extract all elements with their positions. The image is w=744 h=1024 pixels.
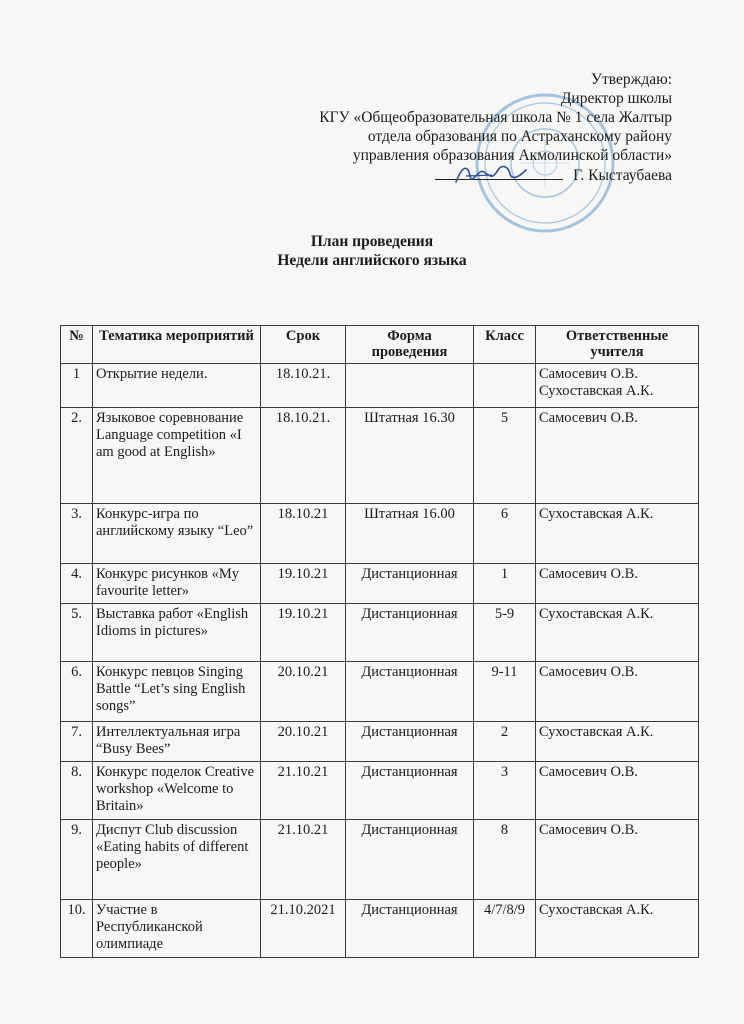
cell-form: Дистанционная <box>346 564 474 604</box>
cell-class: 2 <box>474 722 536 762</box>
cell-date: 21.10.21 <box>261 820 346 900</box>
cell-topic: Конкурс певцов Singing Battle “Let’s sing English songs” <box>93 662 261 722</box>
header-num: № <box>61 326 93 364</box>
cell-teachers: Самосевич О.В. <box>536 408 699 504</box>
cell-num: 2. <box>61 408 93 504</box>
table-row <box>61 564 699 604</box>
table-row <box>61 604 699 662</box>
cell-num: 10. <box>61 900 93 958</box>
cell-num: 1 <box>61 364 93 408</box>
cell-teachers: Самосевич О.В. <box>536 820 699 900</box>
cell-date: 20.10.21 <box>261 662 346 722</box>
title-line: Недели английского языка <box>277 252 467 269</box>
cell-teachers: Самосевич О.В. <box>536 662 699 722</box>
header-class: Класс <box>474 326 536 364</box>
cell-class: 1 <box>474 564 536 604</box>
header-form: Форма проведения <box>346 326 474 364</box>
cell-form: Дистанционная <box>346 662 474 722</box>
table-row <box>61 820 699 900</box>
cell-class: 8 <box>474 820 536 900</box>
handwritten-signature <box>452 160 532 190</box>
table-row <box>61 722 699 762</box>
cell-date: 18.10.21. <box>261 364 346 408</box>
header-topic: Тематика мероприятий <box>93 326 261 364</box>
document-title <box>0 232 744 270</box>
approval-line: отдела образования по Астраханскому району <box>367 128 672 145</box>
table-header-row <box>61 326 699 364</box>
cell-form: Дистанционная <box>346 900 474 958</box>
cell-class <box>474 364 536 408</box>
cell-teachers: Сухоставская А.К. <box>536 604 699 662</box>
table-row <box>61 408 699 504</box>
cell-num: 7. <box>61 722 93 762</box>
cell-num: 3. <box>61 504 93 564</box>
cell-date: 18.10.21 <box>261 504 346 564</box>
cell-topic: Диспут Club discussion «Eating habits of different people» <box>93 820 261 900</box>
cell-num: 8. <box>61 762 93 820</box>
cell-teachers: Самосевич О.В. <box>536 762 699 820</box>
cell-topic: Выставка работ «English Idioms in pictures» <box>93 604 261 662</box>
approval-line: управления образования Акмолинской области» <box>352 147 672 164</box>
header-teachers: Ответственные учителя <box>536 326 699 364</box>
approval-line: Утверждаю: <box>591 71 672 88</box>
cell-form: Дистанционная <box>346 762 474 820</box>
cell-teachers: Самосевич О.В. Сухоставская А.К. <box>536 364 699 408</box>
cell-class: 3 <box>474 762 536 820</box>
cell-topic: Участие в Республиканской олимпиаде <box>93 900 261 958</box>
cell-date: 21.10.2021 <box>261 900 346 958</box>
cell-form: Дистанционная <box>346 722 474 762</box>
events-table <box>60 325 699 958</box>
cell-form: Дистанционная <box>346 820 474 900</box>
cell-date: 19.10.21 <box>261 604 346 662</box>
cell-class: 6 <box>474 504 536 564</box>
cell-form: Штатная 16.00 <box>346 504 474 564</box>
table-row <box>61 762 699 820</box>
cell-date: 21.10.21 <box>261 762 346 820</box>
cell-teachers: Самосевич О.В. <box>536 564 699 604</box>
approval-line: Директор школы <box>560 90 672 107</box>
cell-form: Дистанционная <box>346 604 474 662</box>
header-date: Срок <box>261 326 346 364</box>
table-row <box>61 900 699 958</box>
cell-class: 5 <box>474 408 536 504</box>
cell-num: 6. <box>61 662 93 722</box>
cell-teachers: Сухоставская А.К. <box>536 900 699 958</box>
cell-topic: Конкурс поделок Creative workshop «Welcome to Britain» <box>93 762 261 820</box>
cell-topic: Интеллектуальная игра “Busy Bees” <box>93 722 261 762</box>
cell-date: 19.10.21 <box>261 564 346 604</box>
cell-topic: Конкурс-игра по английскому языку “Leo” <box>93 504 261 564</box>
table-row <box>61 364 699 408</box>
cell-class: 9-11 <box>474 662 536 722</box>
cell-num: 4. <box>61 564 93 604</box>
cell-date: 18.10.21. <box>261 408 346 504</box>
approval-line: КГУ «Общеобразовательная школа № 1 села Жалтыр <box>319 109 672 126</box>
cell-class: 5-9 <box>474 604 536 662</box>
cell-form <box>346 364 474 408</box>
cell-class: 4/7/8/9 <box>474 900 536 958</box>
table-row <box>61 662 699 722</box>
cell-num: 5. <box>61 604 93 662</box>
cell-topic: Языковое соревнование Language competition «I am good at English» <box>93 408 261 504</box>
cell-form: Штатная 16.30 <box>346 408 474 504</box>
cell-date: 20.10.21 <box>261 722 346 762</box>
cell-teachers: Сухоставская А.К. <box>536 722 699 762</box>
cell-num: 9. <box>61 820 93 900</box>
title-line: План проведения <box>310 233 434 250</box>
cell-topic: Открытие недели. <box>93 364 261 408</box>
cell-teachers: Сухоставская А.К. <box>536 504 699 564</box>
cell-topic: Конкурс рисунков «My favourite letter» <box>93 564 261 604</box>
table-row <box>61 504 699 564</box>
signer-name: Г. Кыстаубаева <box>573 167 672 184</box>
